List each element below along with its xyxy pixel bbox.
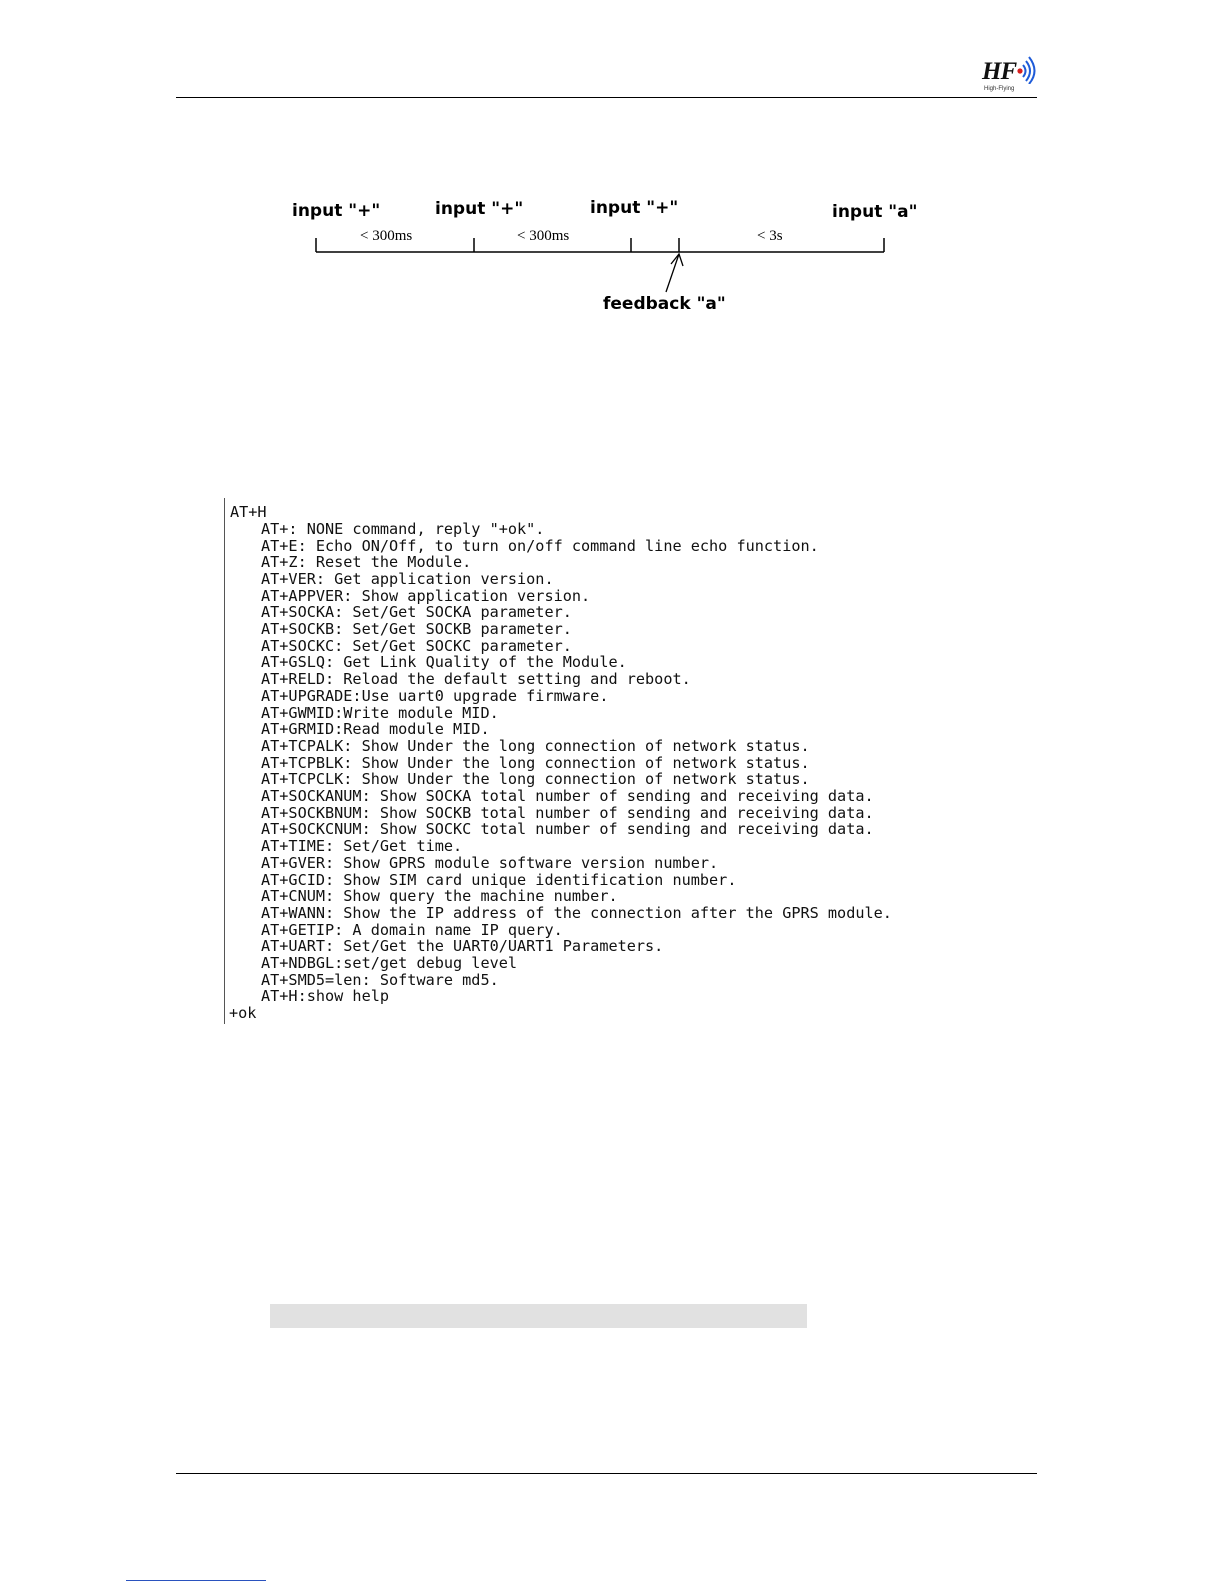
- feedback-label: feedback "a": [603, 294, 726, 314]
- help-line: AT+: NONE command, reply "+ok".: [261, 519, 545, 538]
- help-line: AT+GWMID:Write module MID.: [261, 703, 499, 722]
- help-line: AT+VER: Get application version.: [261, 569, 554, 588]
- help-line: AT+SMD5=len: Software md5.: [261, 970, 499, 989]
- help-line: AT+H:show help: [261, 987, 390, 1006]
- input-label-2: input "+": [435, 199, 524, 219]
- help-line: AT+GETIP: A domain name IP query.: [261, 920, 563, 939]
- help-line: AT+GRMID:Read module MID.: [261, 720, 490, 739]
- help-line: AT+E: Echo ON/Off, to turn on/off command line echo function.: [261, 536, 819, 555]
- timing-diagram-lines: [0, 0, 1225, 330]
- help-line: AT+Z: Reset the Module.: [261, 553, 472, 572]
- help-line: AT+UART: Set/Get the UART0/UART1 Parameters.: [261, 937, 664, 956]
- help-line: AT+TCPBLK: Show Under the long connection of network status.: [261, 753, 810, 772]
- input-label-1: input "+": [292, 201, 381, 221]
- help-line: AT+RELD: Reload the default setting and reboot.: [261, 670, 691, 689]
- interval-label-1: < 300ms: [360, 228, 413, 244]
- help-line: AT+SOCKA: Set/Get SOCKA parameter.: [261, 603, 572, 622]
- help-line: AT+CNUM: Show query the machine number.: [261, 887, 618, 906]
- help-line: AT+SOCKB: Set/Get SOCKB parameter.: [261, 620, 572, 638]
- input-label-3: input "+": [590, 198, 679, 218]
- footer-divider: [176, 1473, 1037, 1474]
- help-line: AT+TCPALK: Show Under the long connection of network status.: [261, 736, 810, 755]
- help-line: AT+APPVER: Show application version.: [261, 586, 591, 605]
- interval-label-2: < 300ms: [517, 228, 570, 244]
- code-highlight-bar: [270, 1304, 807, 1328]
- help-line: AT+SOCKBNUM: Show SOCKB total number of sending and receiving data.: [261, 803, 874, 822]
- help-line: AT+GSLQ: Get Link Quality of the Module.: [261, 653, 627, 672]
- help-line: AT+GCID: Show SIM card unique identification number.: [261, 870, 737, 889]
- logo-subtext: High-Flying: [984, 86, 1015, 92]
- timing-diagram: [0, 0, 1225, 330]
- help-line: AT+TCPCLK: Show Under the long connection of network status.: [261, 770, 810, 789]
- help-line: AT+SOCKANUM: Show SOCKA total number of sending and receiving data.: [261, 787, 874, 805]
- help-line: AT+UPGRADE:Use uart0 upgrade firmware.: [261, 686, 609, 705]
- help-line: AT+TIME: Set/Get time.: [261, 837, 463, 856]
- terminal-output: [224, 498, 984, 1024]
- input-label-4: input "a": [832, 202, 918, 222]
- interval-label-3: < 3s: [757, 228, 783, 244]
- footer-link-underline: [126, 1580, 266, 1581]
- help-line: AT+SOCKC: Set/Get SOCKC parameter.: [261, 636, 572, 655]
- help-line: AT+GVER: Show GPRS module software version number.: [261, 853, 719, 872]
- help-line: AT+NDBGL:set/get debug level: [261, 954, 518, 972]
- help-line: AT+WANN: Show the IP address of the connection after the GPRS module.: [261, 903, 892, 922]
- logo-text: HF: [982, 58, 1017, 85]
- feedback-arrow-shaft: [666, 254, 679, 292]
- help-line: AT+SOCKCNUM: Show SOCKC total number of sending and receiving data.: [261, 820, 874, 839]
- terminal-command: AT+H: [230, 503, 267, 521]
- terminal-reply: +ok: [229, 1004, 257, 1023]
